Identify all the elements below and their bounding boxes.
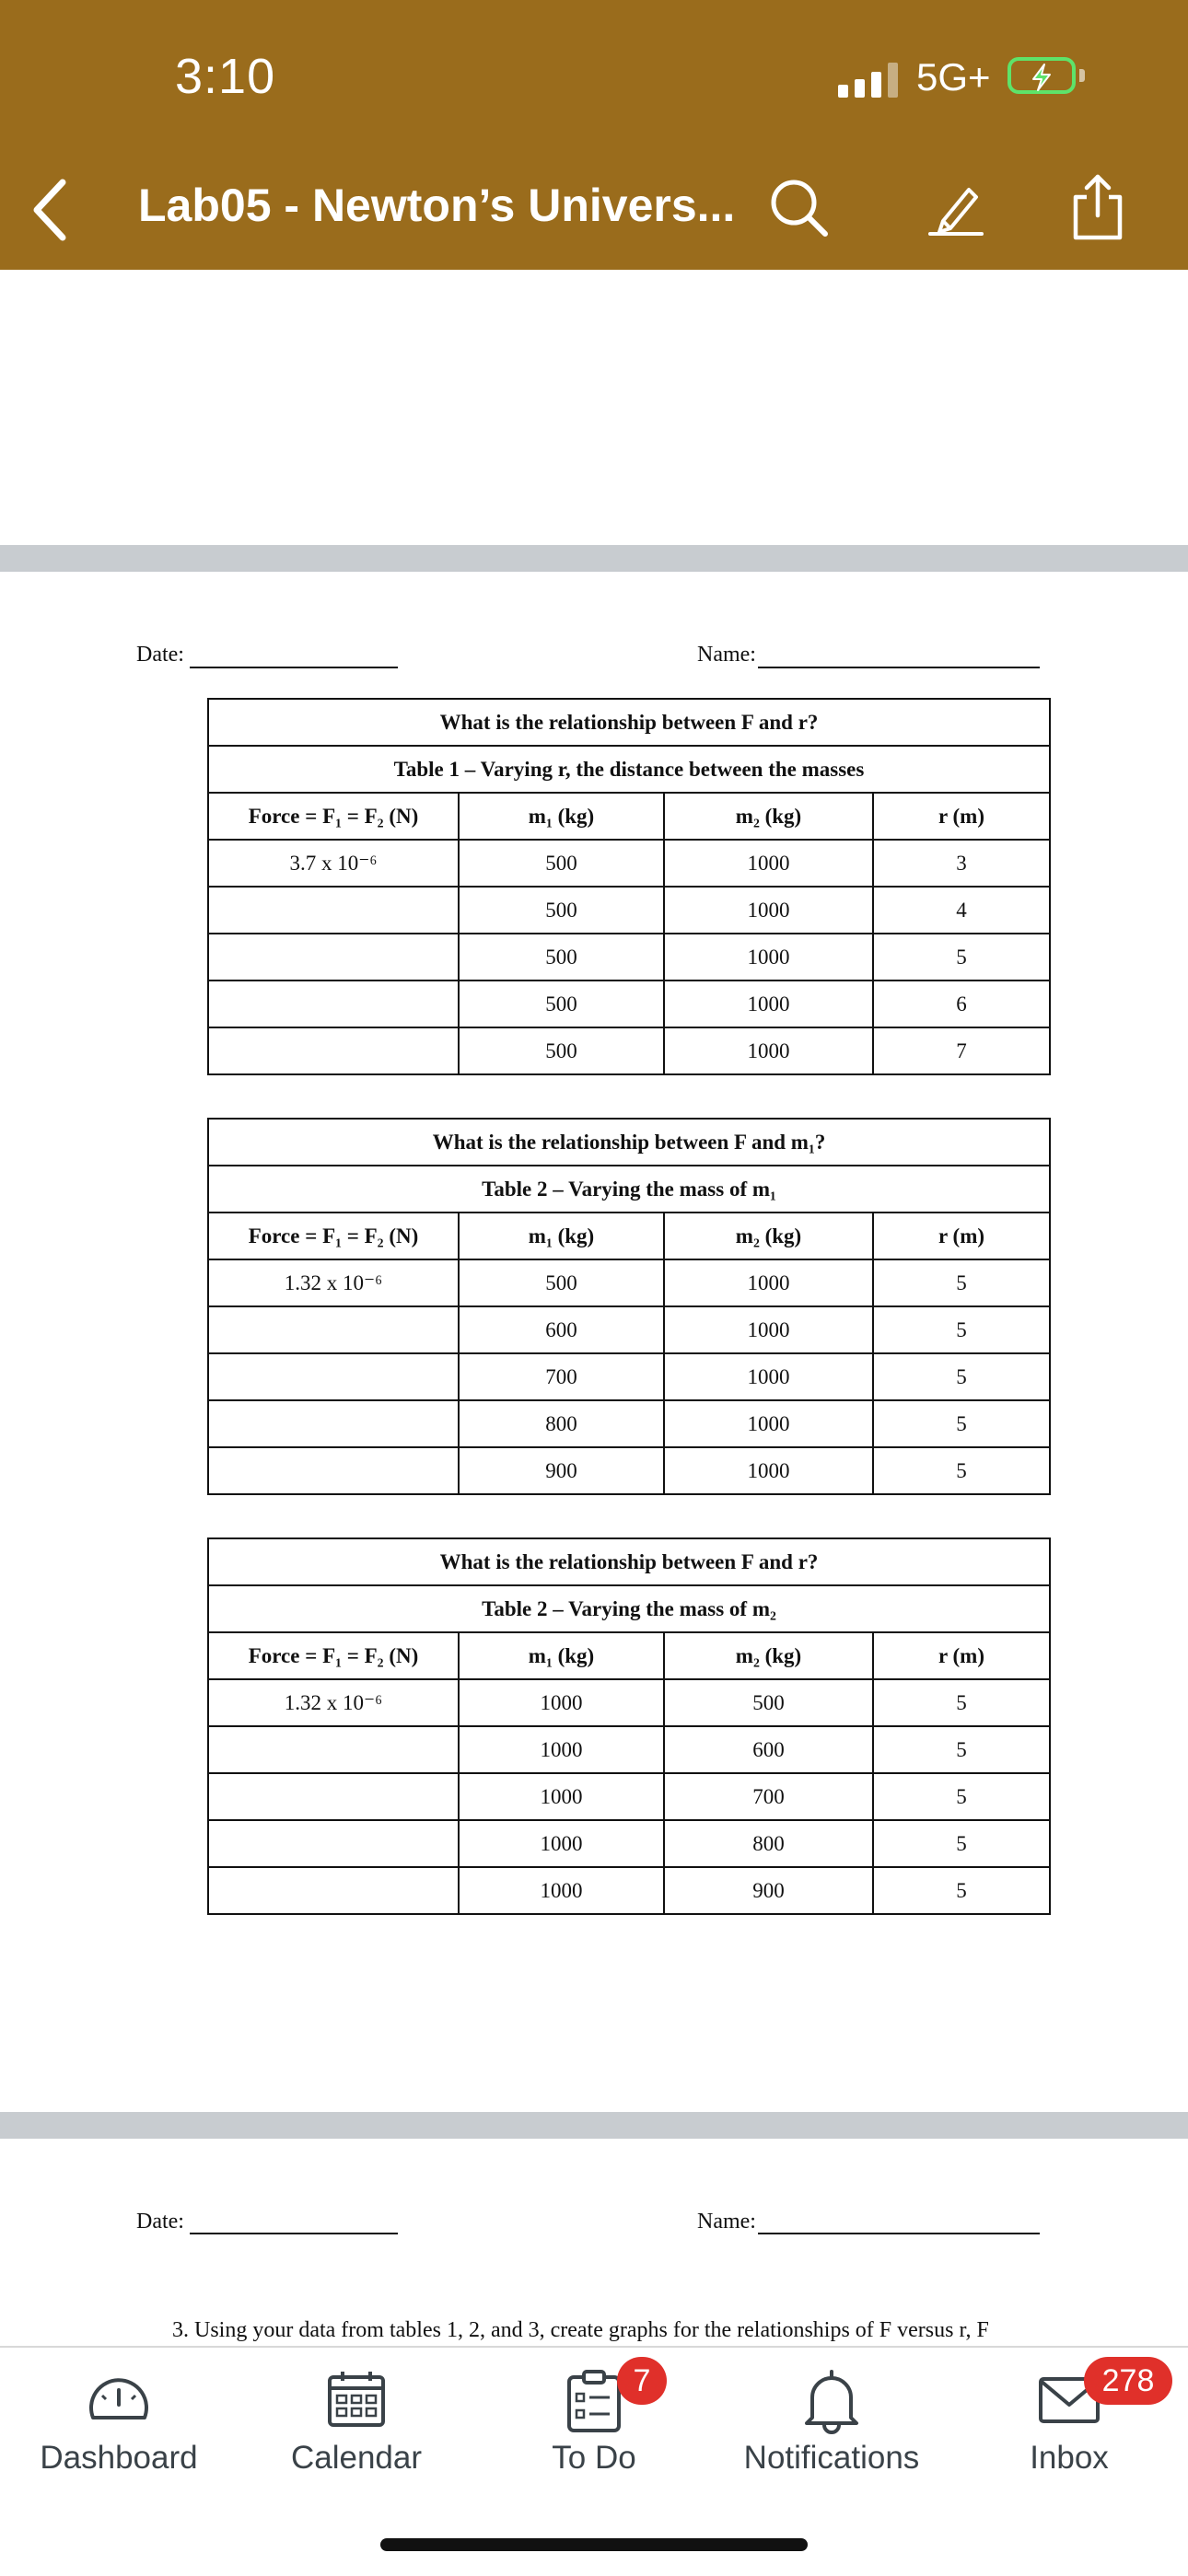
signal-icon <box>838 63 898 98</box>
cell: 700 <box>664 1773 873 1820</box>
tab-label: Calendar <box>290 2440 423 2476</box>
name-line <box>758 667 1040 668</box>
cell: 1000 <box>664 1400 873 1447</box>
page-separator <box>0 2112 1188 2139</box>
table-row <box>208 1027 1050 1074</box>
dashboard-icon <box>84 2368 154 2429</box>
header-r: r (m) <box>873 1632 1050 1679</box>
table-question: What is the relationship between F and m₁? <box>208 1119 1050 1166</box>
table-2 <box>207 1118 1051 1495</box>
table-row <box>208 1447 1050 1494</box>
cell: 1000 <box>459 1726 664 1773</box>
cell: 1000 <box>664 1259 873 1306</box>
cell: 500 <box>459 887 664 934</box>
cell: 500 <box>459 840 664 887</box>
table-row <box>208 1867 1050 1914</box>
status-time: 3:10 <box>175 49 276 104</box>
table-caption: Table 2 – Varying the mass of m₂ <box>208 1585 1050 1632</box>
share-icon[interactable] <box>1065 171 1131 243</box>
cell <box>208 1726 459 1773</box>
cell: 1000 <box>664 1306 873 1353</box>
table-1 <box>207 698 1051 1075</box>
table-caption: Table 2 – Varying the mass of m₁ <box>208 1166 1050 1213</box>
cell: 800 <box>664 1820 873 1867</box>
header-r: r (m) <box>873 1213 1050 1259</box>
table-row <box>208 1820 1050 1867</box>
cell <box>208 934 459 981</box>
cell: 1000 <box>664 840 873 887</box>
cell: 5 <box>873 1820 1050 1867</box>
cell: 7 <box>873 1027 1050 1074</box>
back-chevron-icon[interactable] <box>29 177 70 243</box>
cell: 1000 <box>459 1679 664 1726</box>
cell: 1000 <box>459 1867 664 1914</box>
tab-label: Dashboard <box>40 2440 198 2476</box>
table-3 <box>207 1537 1051 1915</box>
cell <box>208 1400 459 1447</box>
network-label: 5G+ <box>916 55 991 99</box>
header-r: r (m) <box>873 793 1050 840</box>
table-row <box>208 1353 1050 1400</box>
cell: 700 <box>459 1353 664 1400</box>
cell <box>208 1773 459 1820</box>
table-row <box>208 887 1050 934</box>
cell: 600 <box>664 1726 873 1773</box>
cell: 1000 <box>459 1820 664 1867</box>
page-separator <box>0 545 1188 572</box>
cell: 4 <box>873 887 1050 934</box>
cell <box>208 1867 459 1914</box>
cell: 500 <box>459 934 664 981</box>
cell <box>208 1306 459 1353</box>
cell: 5 <box>873 1447 1050 1494</box>
cell: 5 <box>873 1353 1050 1400</box>
cell: 1000 <box>664 1353 873 1400</box>
cell: 900 <box>664 1867 873 1914</box>
cell: 1000 <box>664 934 873 981</box>
home-indicator[interactable] <box>380 2538 808 2551</box>
cell: 500 <box>459 1027 664 1074</box>
cell: 5 <box>873 1726 1050 1773</box>
cell: 5 <box>873 1400 1050 1447</box>
cell: 5 <box>873 1259 1050 1306</box>
cell <box>208 887 459 934</box>
table-row <box>208 934 1050 981</box>
header-m2: m₂ (kg) <box>664 1632 873 1679</box>
header-m2: m₂ (kg) <box>664 1213 873 1259</box>
todo-icon <box>564 2368 624 2434</box>
calendar-icon <box>326 2368 387 2429</box>
cell <box>208 1027 459 1074</box>
cell: 900 <box>459 1447 664 1494</box>
date-label: Date: <box>136 2210 184 2234</box>
table-question: What is the relationship between F and r? <box>208 1538 1050 1585</box>
cell: 1000 <box>459 1773 664 1820</box>
cell: 500 <box>664 1679 873 1726</box>
cell: 5 <box>873 934 1050 981</box>
cell: 1000 <box>664 887 873 934</box>
date-line <box>190 667 398 668</box>
cell: 3.7 x 10⁻⁶ <box>208 840 459 887</box>
table-row <box>208 1773 1050 1820</box>
todo-badge: 7 <box>617 2357 667 2405</box>
header-force: Force = F₁ = F₂ (N) <box>208 1213 459 1259</box>
table-caption: Table 1 – Varying r, the distance between the masses <box>208 746 1050 793</box>
table-row <box>208 1306 1050 1353</box>
name-label: Name: <box>697 643 756 667</box>
date-line <box>190 2233 398 2234</box>
battery-icon <box>1007 57 1076 94</box>
header-m1: m₁ (kg) <box>459 1213 664 1259</box>
annotate-pen-icon[interactable] <box>923 175 989 241</box>
cell: 5 <box>873 1306 1050 1353</box>
cell: 1000 <box>664 981 873 1027</box>
cell <box>208 981 459 1027</box>
battery-tip <box>1079 69 1085 82</box>
cell <box>208 1820 459 1867</box>
cell: 3 <box>873 840 1050 887</box>
question-3-text: 3. Using your data from tables 1, 2, and 3, create graphs for the relationships of F versus r, F <box>172 2318 989 2342</box>
bell-icon <box>801 2368 862 2434</box>
table-row <box>208 981 1050 1027</box>
table-row <box>208 1400 1050 1447</box>
header-force: Force = F₁ = F₂ (N) <box>208 793 459 840</box>
table-question: What is the relationship between F and r? <box>208 699 1050 746</box>
cell: 1.32 x 10⁻⁶ <box>208 1679 459 1726</box>
cell: 500 <box>459 1259 664 1306</box>
table-row <box>208 840 1050 887</box>
cell <box>208 1447 459 1494</box>
cell: 1.32 x 10⁻⁶ <box>208 1259 459 1306</box>
tab-label: To Do <box>552 2440 636 2476</box>
header-m1: m₁ (kg) <box>459 1632 664 1679</box>
cell: 500 <box>459 981 664 1027</box>
inbox-badge: 278 <box>1084 2357 1172 2405</box>
tab-label: Notifications <box>743 2440 920 2476</box>
date-label: Date: <box>136 643 184 667</box>
cell: 1000 <box>664 1447 873 1494</box>
cell: 6 <box>873 981 1050 1027</box>
name-label: Name: <box>697 2210 756 2234</box>
cell <box>208 1353 459 1400</box>
header-m1: m₁ (kg) <box>459 793 664 840</box>
header-force: Force = F₁ = F₂ (N) <box>208 1632 459 1679</box>
name-line <box>758 2233 1040 2234</box>
app-header <box>0 0 1188 270</box>
tab-label: Inbox <box>1030 2440 1109 2476</box>
table-row <box>208 1726 1050 1773</box>
cell: 800 <box>459 1400 664 1447</box>
cell: 5 <box>873 1679 1050 1726</box>
table-row <box>208 1679 1050 1726</box>
cell: 600 <box>459 1306 664 1353</box>
cell: 5 <box>873 1867 1050 1914</box>
cell: 5 <box>873 1773 1050 1820</box>
header-m2: m₂ (kg) <box>664 793 873 840</box>
table-row <box>208 1259 1050 1306</box>
cell: 1000 <box>664 1027 873 1074</box>
page-title: Lab05 - Newton’s Univers... <box>138 180 736 231</box>
search-icon[interactable] <box>766 175 833 241</box>
